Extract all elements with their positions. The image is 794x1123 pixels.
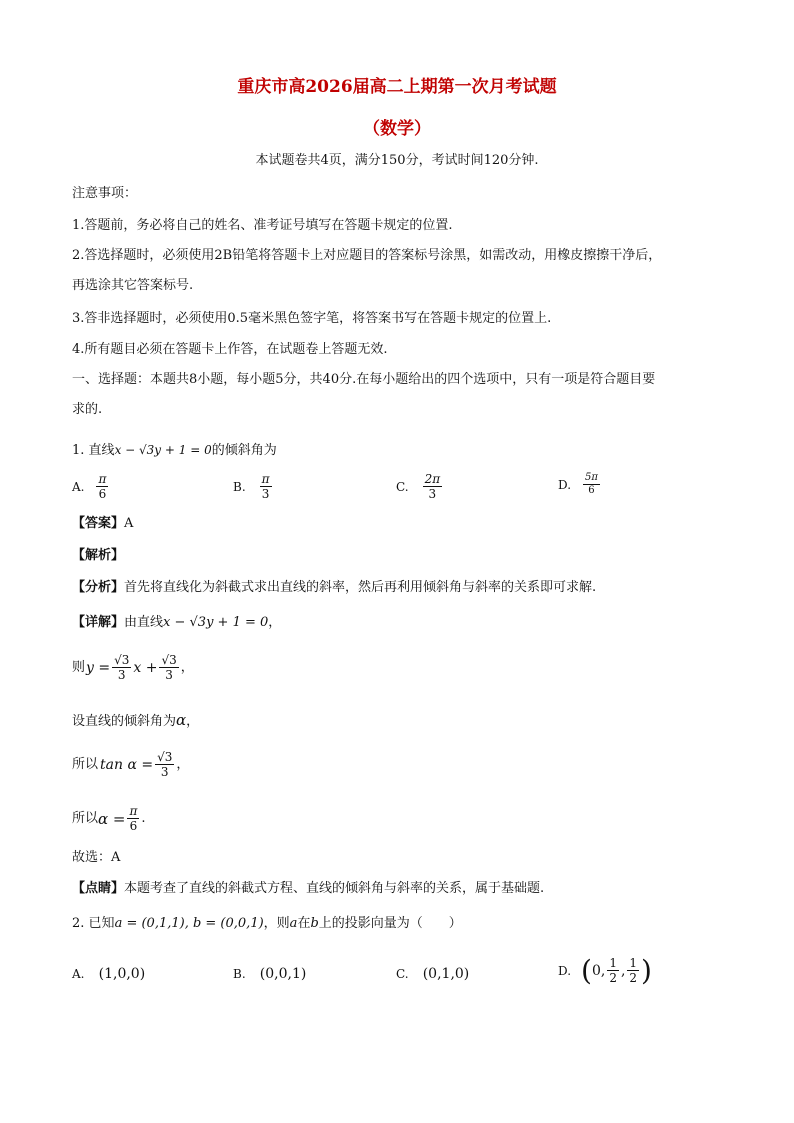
page-title: 重庆市高2026届高二上期第一次月考试题 [237, 77, 557, 97]
question-prefix: 直线 [88, 443, 115, 458]
detail-equation: x − √3y + 1 = 0 [163, 615, 269, 630]
option-label: A. [72, 479, 85, 494]
fraction: $\frac{√3}{3}$ [157, 750, 173, 779]
option-fraction: $\frac{\pi}{3}$ [261, 472, 270, 501]
comment-line [72, 881, 544, 897]
equation: x − √3y + 1 = 0 [114, 443, 212, 457]
notice-item: 3.答非选择题时，必须使用0.5毫米黑色签字笔，将答案书写在答题卡规定的位置上. [72, 311, 552, 326]
question-suffix: 的倾斜角为 [211, 443, 277, 458]
fraction: $\frac{√3}{3}$ [161, 653, 177, 682]
option-label: C. [396, 479, 409, 494]
fraction: $\frac{\pi}{6}$ [129, 804, 138, 833]
fraction: $\frac{1}{2}$ [629, 956, 638, 985]
detail-line: 【详解】由直线x − √3y + 1 = 0， [72, 615, 282, 630]
detail-tag: 【详解】 [72, 615, 125, 630]
option-d [558, 472, 602, 497]
step-1: 则 y = $\frac{√3}{3}$ x + $\frac{√3}{3}$ ， [72, 653, 194, 682]
option-label: B. [233, 479, 246, 494]
option-b [233, 472, 274, 501]
fraction: $\frac{1}{2}$ [609, 956, 617, 985]
section-heading: 一、选择题：本题共8小题，每小题5分，共40分.在每小题给出的四个选项中，只有一项是符合题目要 [72, 372, 656, 387]
comment-text: 本题考查了直线的斜截式方程、直线的倾斜角与斜率的关系，属于基础题. [124, 881, 545, 896]
step-4: 所以 α = $\frac{\pi}{6}$ . [72, 804, 146, 833]
fenxi-tag: 【分析】 [72, 580, 125, 595]
notice-item: 2.答选择题时，必须使用2B铅笔将答题卡上对应题目的答案标号涂黑，如需改动，用橡皮擦擦干净后， [72, 248, 662, 263]
fenxi-text: 首先将直线化为斜截式求出直线的斜率，然后再利用倾斜角与斜率的关系即可求解. [124, 580, 597, 595]
fraction: $\frac{√3}{3}$ [114, 653, 130, 682]
vector-definitions: a = (0,1,1), b = (0,0,1) [114, 916, 264, 931]
option-d: D. ( 0, $\frac{1}{2}$ , $\frac{1}{2}$ ) [558, 953, 652, 987]
analysis-tag: 【解析】 [72, 548, 125, 563]
answer-tag: 【答案】 [72, 516, 125, 531]
question-2: 2. 已知a = (0,1,1), b = (0,0,1)，则a在b上的投影向量为（ ） [72, 916, 462, 931]
option-c: C. (0,1,0) [396, 966, 470, 982]
option-label: D. [558, 477, 572, 492]
option-a [72, 472, 110, 501]
fenxi-line [72, 580, 596, 596]
notice-item: 4.所有题目必须在答题卡上作答，在试题卷上答题无效. [72, 342, 388, 357]
section-heading-cont: 求的. [72, 402, 103, 417]
option-fraction: $\frac{5\pi}{6}$ [585, 472, 598, 496]
answer-value: A [124, 516, 134, 531]
comment-tag: 【点睛】 [72, 881, 125, 896]
answer-line [72, 516, 133, 532]
question-number: 2. [72, 916, 85, 931]
notice-item: 1.答题前，务必将自己的姓名、准考证号填写在答题卡规定的位置. [72, 218, 453, 233]
exam-info: 本试题卷共4页，满分150分，考试时间120分钟. [255, 153, 539, 168]
question-number: 1. [72, 443, 85, 458]
step-2: 设直线的倾斜角为α， [72, 711, 200, 729]
choose-line: 故选：A [72, 850, 121, 865]
option-b: B. (0,0,1) [233, 966, 307, 982]
step-3: 所以 tan α = $\frac{√3}{3}$ ， [72, 750, 190, 779]
option-fraction: $\frac{2\pi}{3}$ [424, 472, 441, 501]
option-a: A. (1,0,0) [72, 966, 146, 982]
notice-item: 再选涂其它答案标号. [72, 278, 194, 293]
page-subtitle: （数学） [363, 119, 431, 139]
question-1 [72, 442, 277, 459]
option-c [396, 472, 444, 501]
notice-heading: 注意事项： [72, 186, 138, 201]
option-fraction: $\frac{\pi}{6}$ [98, 472, 107, 501]
